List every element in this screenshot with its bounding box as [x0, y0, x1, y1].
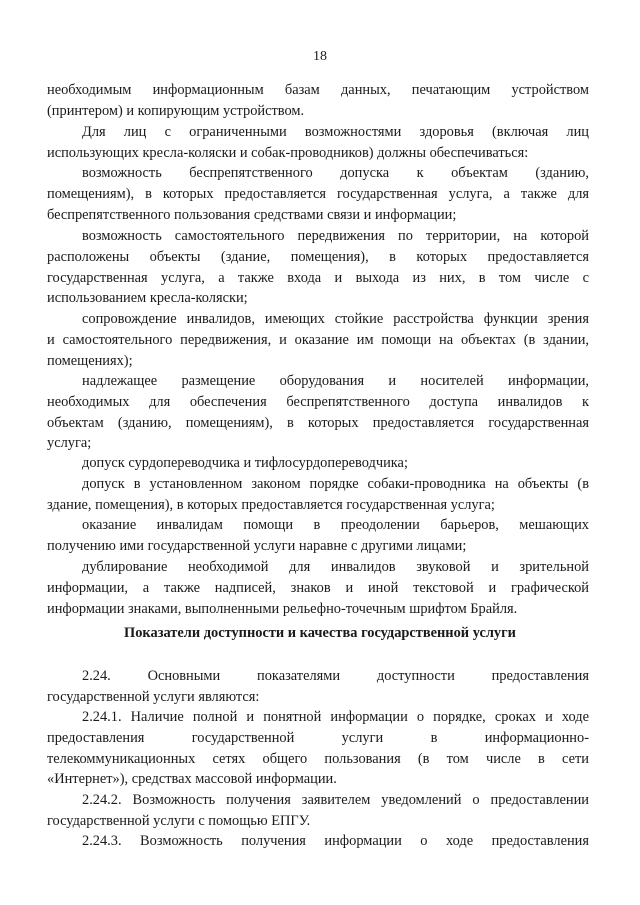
text-line: информации, а также надписей, знаков и иной текстовой и графической	[47, 579, 589, 596]
text-line: расположены объекты (здание, помещения), в которых предоставляется	[47, 248, 589, 265]
paragraph-accessibility-intro	[47, 122, 589, 164]
paragraph-2-24-2	[47, 790, 589, 832]
text-line: 2.24.2. Возможность получения заявителем уведомлений о предоставлении	[82, 792, 589, 808]
list-item-braille	[47, 557, 589, 619]
text-line: «Интернет»), средствах массовой информации.	[47, 771, 337, 788]
text-line: государственной услуги с помощью ЕПГУ.	[47, 812, 311, 829]
text-line: помещениях);	[47, 352, 133, 369]
text-line: здание, помещения), в которых предоставляется государственная услуга;	[47, 496, 495, 513]
text-line: надлежащее размещение оборудования и носителей информации,	[82, 373, 589, 389]
text-line: предоставления государственной услуги в информационно-	[47, 729, 589, 746]
text-line: допуск в установленном законом порядке собаки-проводника на объекты (в	[82, 476, 589, 492]
text-line: получению ими государственной услуги наравне с другими лицами;	[47, 537, 467, 554]
text-line: телекоммуникационных сетях общего пользования (в том числе в сети	[47, 750, 589, 767]
text-line: дублирование необходимой для инвалидов звуковой и зрительной	[82, 559, 589, 575]
list-item-barriers	[47, 515, 589, 557]
text-line: оказание инвалидам помощи в преодолении барьеров, мешающих	[82, 517, 589, 533]
text-line: 2.24. Основными показателями доступности предоставления	[82, 668, 589, 684]
text-line: помещениям), в которых предоставляется государственная услуга, а также для	[47, 185, 589, 202]
paragraph-2-24-3	[47, 831, 589, 852]
text-line: возможность самостоятельного передвижения по территории, на которой	[82, 228, 589, 244]
text-line: государственная услуга, а также входа и выхода из них, в том числе с	[47, 269, 589, 286]
list-item-interpreter	[47, 453, 589, 474]
list-item-movement	[47, 226, 589, 309]
text-line: необходимых для обеспечения беспрепятственного доступа инвалидов к	[47, 393, 589, 410]
text-line: сопровождение инвалидов, имеющих стойкие расстройства функции зрения	[82, 311, 589, 327]
text-line: государственной услуги являются:	[47, 688, 260, 705]
text-line: информации знаками, выполненными рельефно-точечным шрифтом Брайля.	[47, 600, 518, 617]
paragraph-2-24-1	[47, 707, 589, 790]
list-item-access	[47, 163, 589, 225]
text-line: необходимым информационным базам данных, печатающим устройством	[47, 82, 589, 98]
text-line: и самостоятельного передвижения, и оказание им помощи на объектах (в здании,	[47, 331, 589, 348]
text-line: использованием кресла-коляски;	[47, 290, 248, 307]
text-line: возможность беспрепятственного допуска к объектам (зданию,	[82, 165, 589, 181]
text-line: беспрепятственного пользования средствами связи и информации;	[47, 206, 457, 223]
text-line: 2.24.3. Возможность получения информации о ходе предоставления	[82, 833, 589, 849]
text-line: использующих кресла-коляски и собак-проводников) должны обеспечиваться:	[47, 144, 529, 161]
list-item-escort	[47, 309, 589, 371]
text-line: Для лиц с ограниченными возможностями здоровья (включая лиц	[82, 124, 589, 140]
text-line: объектам (зданию, помещениям), в которых предоставляется государственная	[47, 414, 589, 431]
text-line: 2.24.1. Наличие полной и понятной информации о порядке, сроках и ходе	[82, 709, 589, 725]
list-item-equipment	[47, 371, 589, 454]
paragraph-continuation	[47, 80, 589, 122]
paragraph-2-24	[47, 666, 589, 708]
page-number: 18	[313, 49, 327, 64]
text-line: (принтером) и копирующим устройством.	[47, 102, 305, 119]
list-item-guide-dog	[47, 474, 589, 516]
section-heading: Показатели доступности и качества государственной услуги	[124, 625, 516, 641]
text-line: услуга;	[47, 435, 92, 452]
text-line: допуск сурдопереводчика и тифлосурдопереводчика;	[82, 455, 408, 471]
